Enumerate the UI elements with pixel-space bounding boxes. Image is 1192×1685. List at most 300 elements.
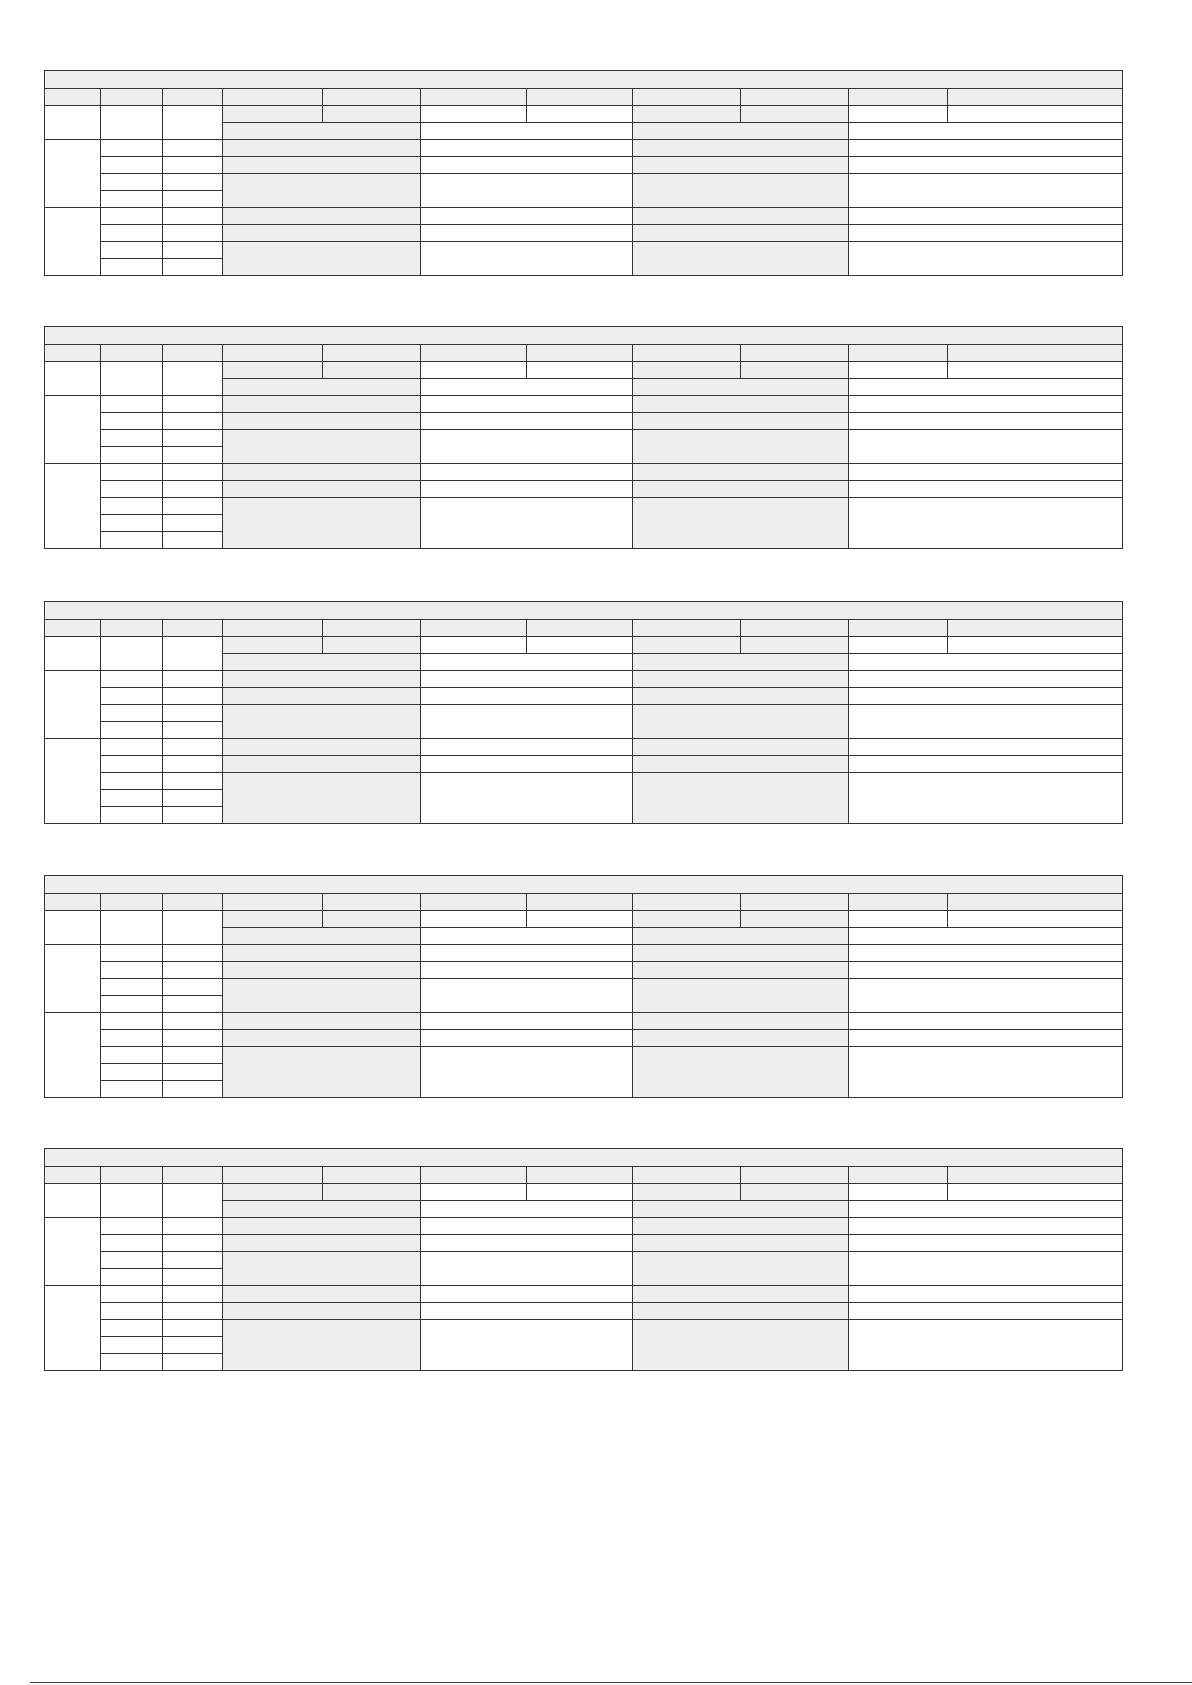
- sub-header-cell: [948, 1184, 1123, 1201]
- field-value-cell: [421, 705, 633, 739]
- group-label-cell: [45, 671, 101, 739]
- field-value-cell: [849, 945, 1123, 962]
- table-row: [45, 174, 1123, 191]
- table-row: [45, 430, 1123, 447]
- field-value-cell: [421, 1235, 633, 1252]
- group-label-cell: [45, 396, 101, 464]
- form-table: [44, 70, 1123, 276]
- row-unit-cell: [163, 259, 223, 276]
- field-label-cell: [223, 671, 421, 688]
- field-value-cell: [849, 1013, 1123, 1030]
- column-header-cell: [527, 1167, 633, 1184]
- table-row: [45, 602, 1123, 620]
- field-label-cell: [633, 1320, 849, 1371]
- field-label-cell: [223, 140, 421, 157]
- column-header-cell: [849, 894, 948, 911]
- field-value-cell: [421, 1013, 633, 1030]
- field-value-cell: [849, 962, 1123, 979]
- sub-header-cell: [421, 362, 527, 379]
- sub-header-cell: [741, 1184, 849, 1201]
- column-header-cell: [421, 894, 527, 911]
- sub-header-cell: [323, 637, 421, 654]
- field-label-cell: [223, 1030, 421, 1047]
- row-unit-cell: [163, 756, 223, 773]
- field-label-cell: [223, 1286, 421, 1303]
- field-label-cell: [633, 1201, 849, 1218]
- field-label-cell: [223, 1047, 421, 1098]
- column-header-cell: [849, 620, 948, 637]
- row-unit-cell: [163, 945, 223, 962]
- column-header-cell: [948, 894, 1123, 911]
- field-value-cell: [849, 396, 1123, 413]
- group-label-cell: [45, 208, 101, 276]
- column-header-cell: [741, 894, 849, 911]
- header-block-cell: [163, 1184, 223, 1218]
- table-title: [45, 876, 1123, 894]
- row-code-cell: [101, 671, 163, 688]
- column-header-cell: [633, 620, 741, 637]
- field-value-cell: [849, 671, 1123, 688]
- row-code-cell: [101, 515, 163, 532]
- row-code-cell: [101, 191, 163, 208]
- row-unit-cell: [163, 705, 223, 722]
- column-header-cell: [223, 620, 323, 637]
- field-label-cell: [223, 379, 421, 396]
- group-label-cell: [45, 945, 101, 1013]
- row-unit-cell: [163, 225, 223, 242]
- row-code-cell: [101, 259, 163, 276]
- row-code-cell: [101, 739, 163, 756]
- field-value-cell: [849, 123, 1123, 140]
- row-code-cell: [101, 722, 163, 739]
- field-value-cell: [421, 396, 633, 413]
- table-row: [45, 140, 1123, 157]
- field-value-cell: [849, 739, 1123, 756]
- column-header-cell: [421, 345, 527, 362]
- sub-header-cell: [633, 362, 741, 379]
- row-code-cell: [101, 1064, 163, 1081]
- table-row: [45, 157, 1123, 174]
- field-value-cell: [849, 379, 1123, 396]
- table-row: [45, 464, 1123, 481]
- column-header-cell: [633, 345, 741, 362]
- table-row: [45, 739, 1123, 756]
- column-header-cell: [948, 620, 1123, 637]
- table-row: [45, 225, 1123, 242]
- row-code-cell: [101, 225, 163, 242]
- header-block-cell: [101, 106, 163, 140]
- form-table: [44, 326, 1123, 549]
- column-header-cell: [741, 345, 849, 362]
- field-label-cell: [633, 123, 849, 140]
- row-unit-cell: [163, 1218, 223, 1235]
- sub-header-cell: [741, 911, 849, 928]
- row-unit-cell: [163, 1269, 223, 1286]
- table-row: [45, 208, 1123, 225]
- field-label-cell: [633, 413, 849, 430]
- column-header-cell: [849, 345, 948, 362]
- form-table-2: [44, 326, 1122, 549]
- field-value-cell: [849, 688, 1123, 705]
- column-header-cell: [849, 89, 948, 106]
- field-label-cell: [633, 1252, 849, 1286]
- table-title: [45, 1149, 1123, 1167]
- sub-header-cell: [223, 637, 323, 654]
- row-code-cell: [101, 1218, 163, 1235]
- column-header-cell: [223, 894, 323, 911]
- field-label-cell: [633, 979, 849, 1013]
- field-label-cell: [633, 1047, 849, 1098]
- field-value-cell: [849, 430, 1123, 464]
- row-unit-cell: [163, 498, 223, 515]
- table-row: [45, 962, 1123, 979]
- row-unit-cell: [163, 191, 223, 208]
- row-unit-cell: [163, 1064, 223, 1081]
- column-header-cell: [421, 89, 527, 106]
- field-label-cell: [223, 123, 421, 140]
- field-value-cell: [849, 1030, 1123, 1047]
- table-row: [45, 773, 1123, 790]
- sub-header-cell: [527, 911, 633, 928]
- page-bottom-rule: [30, 1682, 1192, 1683]
- form-table: [44, 601, 1123, 824]
- table-row: [45, 945, 1123, 962]
- row-unit-cell: [163, 242, 223, 259]
- header-block-cell: [163, 106, 223, 140]
- row-code-cell: [101, 1303, 163, 1320]
- field-label-cell: [223, 945, 421, 962]
- field-label-cell: [633, 1218, 849, 1235]
- row-code-cell: [101, 790, 163, 807]
- table-row: [45, 1286, 1123, 1303]
- table-row: [45, 71, 1123, 89]
- field-value-cell: [849, 1201, 1123, 1218]
- table-row: [45, 688, 1123, 705]
- column-header-cell: [163, 620, 223, 637]
- header-block-cell: [163, 362, 223, 396]
- row-code-cell: [101, 962, 163, 979]
- sub-header-cell: [948, 106, 1123, 123]
- field-value-cell: [421, 123, 633, 140]
- row-unit-cell: [163, 1081, 223, 1098]
- field-value-cell: [421, 1252, 633, 1286]
- row-unit-cell: [163, 1286, 223, 1303]
- field-value-cell: [421, 1030, 633, 1047]
- field-value-cell: [849, 756, 1123, 773]
- field-value-cell: [421, 1201, 633, 1218]
- field-value-cell: [849, 1320, 1123, 1371]
- row-unit-cell: [163, 1337, 223, 1354]
- row-code-cell: [101, 242, 163, 259]
- table-row: [45, 327, 1123, 345]
- field-label-cell: [633, 481, 849, 498]
- table-row: [45, 362, 1123, 379]
- row-unit-cell: [163, 413, 223, 430]
- column-header-cell: [101, 1167, 163, 1184]
- sub-header-cell: [421, 1184, 527, 1201]
- row-code-cell: [101, 807, 163, 824]
- column-header-cell: [849, 1167, 948, 1184]
- field-value-cell: [421, 225, 633, 242]
- sub-header-cell: [421, 106, 527, 123]
- sub-header-cell: [323, 1184, 421, 1201]
- table-row: [45, 89, 1123, 106]
- header-block-cell: [45, 911, 101, 945]
- field-label-cell: [223, 225, 421, 242]
- table-row: [45, 1303, 1123, 1320]
- sub-header-cell: [948, 911, 1123, 928]
- row-code-cell: [101, 979, 163, 996]
- row-code-cell: [101, 1013, 163, 1030]
- field-value-cell: [421, 1286, 633, 1303]
- row-unit-cell: [163, 979, 223, 996]
- field-label-cell: [633, 773, 849, 824]
- table-row: [45, 1235, 1123, 1252]
- table-title: [45, 327, 1123, 345]
- table-row: [45, 1149, 1123, 1167]
- row-unit-cell: [163, 1030, 223, 1047]
- table-title: [45, 602, 1123, 620]
- field-label-cell: [223, 174, 421, 208]
- sub-header-cell: [323, 362, 421, 379]
- row-unit-cell: [163, 396, 223, 413]
- row-unit-cell: [163, 140, 223, 157]
- row-code-cell: [101, 140, 163, 157]
- sub-header-cell: [741, 362, 849, 379]
- field-label-cell: [223, 430, 421, 464]
- sub-header-cell: [849, 362, 948, 379]
- field-value-cell: [421, 140, 633, 157]
- field-value-cell: [849, 208, 1123, 225]
- table-row: [45, 637, 1123, 654]
- field-value-cell: [421, 962, 633, 979]
- header-block-cell: [163, 911, 223, 945]
- field-value-cell: [421, 928, 633, 945]
- row-code-cell: [101, 1047, 163, 1064]
- row-unit-cell: [163, 532, 223, 549]
- sub-header-cell: [633, 911, 741, 928]
- sub-header-cell: [323, 106, 421, 123]
- field-value-cell: [421, 1047, 633, 1098]
- field-label-cell: [223, 1235, 421, 1252]
- field-label-cell: [633, 756, 849, 773]
- row-unit-cell: [163, 1235, 223, 1252]
- field-value-cell: [421, 688, 633, 705]
- row-unit-cell: [163, 671, 223, 688]
- field-value-cell: [849, 773, 1123, 824]
- row-unit-cell: [163, 464, 223, 481]
- row-unit-cell: [163, 157, 223, 174]
- field-value-cell: [849, 1303, 1123, 1320]
- field-value-cell: [849, 1286, 1123, 1303]
- column-header-cell: [421, 620, 527, 637]
- table-row: [45, 1013, 1123, 1030]
- row-code-cell: [101, 1081, 163, 1098]
- field-label-cell: [633, 396, 849, 413]
- sub-header-cell: [421, 911, 527, 928]
- field-label-cell: [223, 413, 421, 430]
- row-unit-cell: [163, 1303, 223, 1320]
- column-header-cell: [223, 1167, 323, 1184]
- row-code-cell: [101, 1320, 163, 1337]
- field-label-cell: [223, 1320, 421, 1371]
- column-header-cell: [45, 345, 101, 362]
- row-unit-cell: [163, 447, 223, 464]
- field-value-cell: [849, 225, 1123, 242]
- column-header-cell: [101, 620, 163, 637]
- column-header-cell: [323, 1167, 421, 1184]
- column-header-cell: [163, 89, 223, 106]
- column-header-cell: [101, 345, 163, 362]
- field-label-cell: [223, 1218, 421, 1235]
- field-value-cell: [421, 379, 633, 396]
- field-value-cell: [421, 756, 633, 773]
- sub-header-cell: [223, 106, 323, 123]
- sub-header-cell: [223, 911, 323, 928]
- row-code-cell: [101, 498, 163, 515]
- field-value-cell: [421, 1320, 633, 1371]
- column-header-cell: [163, 894, 223, 911]
- table-row: [45, 106, 1123, 123]
- field-value-cell: [849, 157, 1123, 174]
- field-label-cell: [223, 481, 421, 498]
- field-value-cell: [849, 1047, 1123, 1098]
- field-value-cell: [849, 140, 1123, 157]
- table-row: [45, 1167, 1123, 1184]
- field-value-cell: [421, 1218, 633, 1235]
- column-header-cell: [223, 345, 323, 362]
- table-row: [45, 413, 1123, 430]
- field-label-cell: [223, 396, 421, 413]
- column-header-cell: [527, 620, 633, 637]
- field-value-cell: [849, 498, 1123, 549]
- table-row: [45, 1320, 1123, 1337]
- field-label-cell: [633, 945, 849, 962]
- field-value-cell: [849, 481, 1123, 498]
- row-code-cell: [101, 705, 163, 722]
- column-header-cell: [45, 894, 101, 911]
- row-code-cell: [101, 688, 163, 705]
- sub-header-cell: [741, 637, 849, 654]
- field-label-cell: [633, 962, 849, 979]
- table-row: [45, 1047, 1123, 1064]
- row-code-cell: [101, 773, 163, 790]
- group-label-cell: [45, 1286, 101, 1371]
- column-header-cell: [163, 1167, 223, 1184]
- group-label-cell: [45, 1218, 101, 1286]
- field-value-cell: [849, 705, 1123, 739]
- field-value-cell: [421, 654, 633, 671]
- field-value-cell: [849, 979, 1123, 1013]
- table-row: [45, 1030, 1123, 1047]
- sub-header-cell: [527, 637, 633, 654]
- field-value-cell: [421, 1303, 633, 1320]
- row-unit-cell: [163, 1320, 223, 1337]
- row-unit-cell: [163, 962, 223, 979]
- field-value-cell: [849, 174, 1123, 208]
- sub-header-cell: [633, 106, 741, 123]
- column-header-cell: [163, 345, 223, 362]
- row-code-cell: [101, 1286, 163, 1303]
- field-label-cell: [633, 242, 849, 276]
- field-label-cell: [633, 225, 849, 242]
- field-label-cell: [633, 140, 849, 157]
- field-label-cell: [633, 464, 849, 481]
- row-code-cell: [101, 1235, 163, 1252]
- table-row: [45, 1252, 1123, 1269]
- form-table-4: [44, 875, 1122, 1098]
- table-row: [45, 894, 1123, 911]
- field-value-cell: [849, 1218, 1123, 1235]
- column-header-cell: [948, 1167, 1123, 1184]
- table-row: [45, 979, 1123, 996]
- header-block-cell: [163, 637, 223, 671]
- column-header-cell: [45, 1167, 101, 1184]
- column-header-cell: [323, 89, 421, 106]
- row-unit-cell: [163, 722, 223, 739]
- header-block-cell: [45, 106, 101, 140]
- column-header-cell: [101, 894, 163, 911]
- row-code-cell: [101, 1269, 163, 1286]
- row-code-cell: [101, 996, 163, 1013]
- column-header-cell: [223, 89, 323, 106]
- sub-header-cell: [527, 106, 633, 123]
- field-value-cell: [421, 174, 633, 208]
- table-row: [45, 911, 1123, 928]
- field-label-cell: [223, 1303, 421, 1320]
- row-code-cell: [101, 430, 163, 447]
- row-code-cell: [101, 208, 163, 225]
- row-unit-cell: [163, 515, 223, 532]
- sub-header-cell: [633, 637, 741, 654]
- table-row: [45, 620, 1123, 637]
- table-title: [45, 71, 1123, 89]
- table-row: [45, 396, 1123, 413]
- row-unit-cell: [163, 688, 223, 705]
- row-code-cell: [101, 1337, 163, 1354]
- header-block-cell: [45, 362, 101, 396]
- field-value-cell: [849, 654, 1123, 671]
- column-header-cell: [527, 89, 633, 106]
- field-value-cell: [849, 1235, 1123, 1252]
- field-value-cell: [421, 430, 633, 464]
- field-label-cell: [223, 756, 421, 773]
- field-label-cell: [223, 739, 421, 756]
- column-header-cell: [421, 1167, 527, 1184]
- field-label-cell: [633, 157, 849, 174]
- row-code-cell: [101, 413, 163, 430]
- sub-header-cell: [421, 637, 527, 654]
- field-label-cell: [223, 157, 421, 174]
- field-label-cell: [633, 1303, 849, 1320]
- field-value-cell: [421, 671, 633, 688]
- column-header-cell: [323, 345, 421, 362]
- field-value-cell: [849, 1252, 1123, 1286]
- field-label-cell: [223, 242, 421, 276]
- sub-header-cell: [849, 1184, 948, 1201]
- field-label-cell: [633, 1030, 849, 1047]
- row-unit-cell: [163, 174, 223, 191]
- field-value-cell: [849, 242, 1123, 276]
- column-header-cell: [45, 89, 101, 106]
- field-label-cell: [223, 979, 421, 1013]
- row-unit-cell: [163, 481, 223, 498]
- row-code-cell: [101, 396, 163, 413]
- field-label-cell: [633, 671, 849, 688]
- field-label-cell: [223, 208, 421, 225]
- field-label-cell: [223, 1201, 421, 1218]
- sub-header-cell: [223, 1184, 323, 1201]
